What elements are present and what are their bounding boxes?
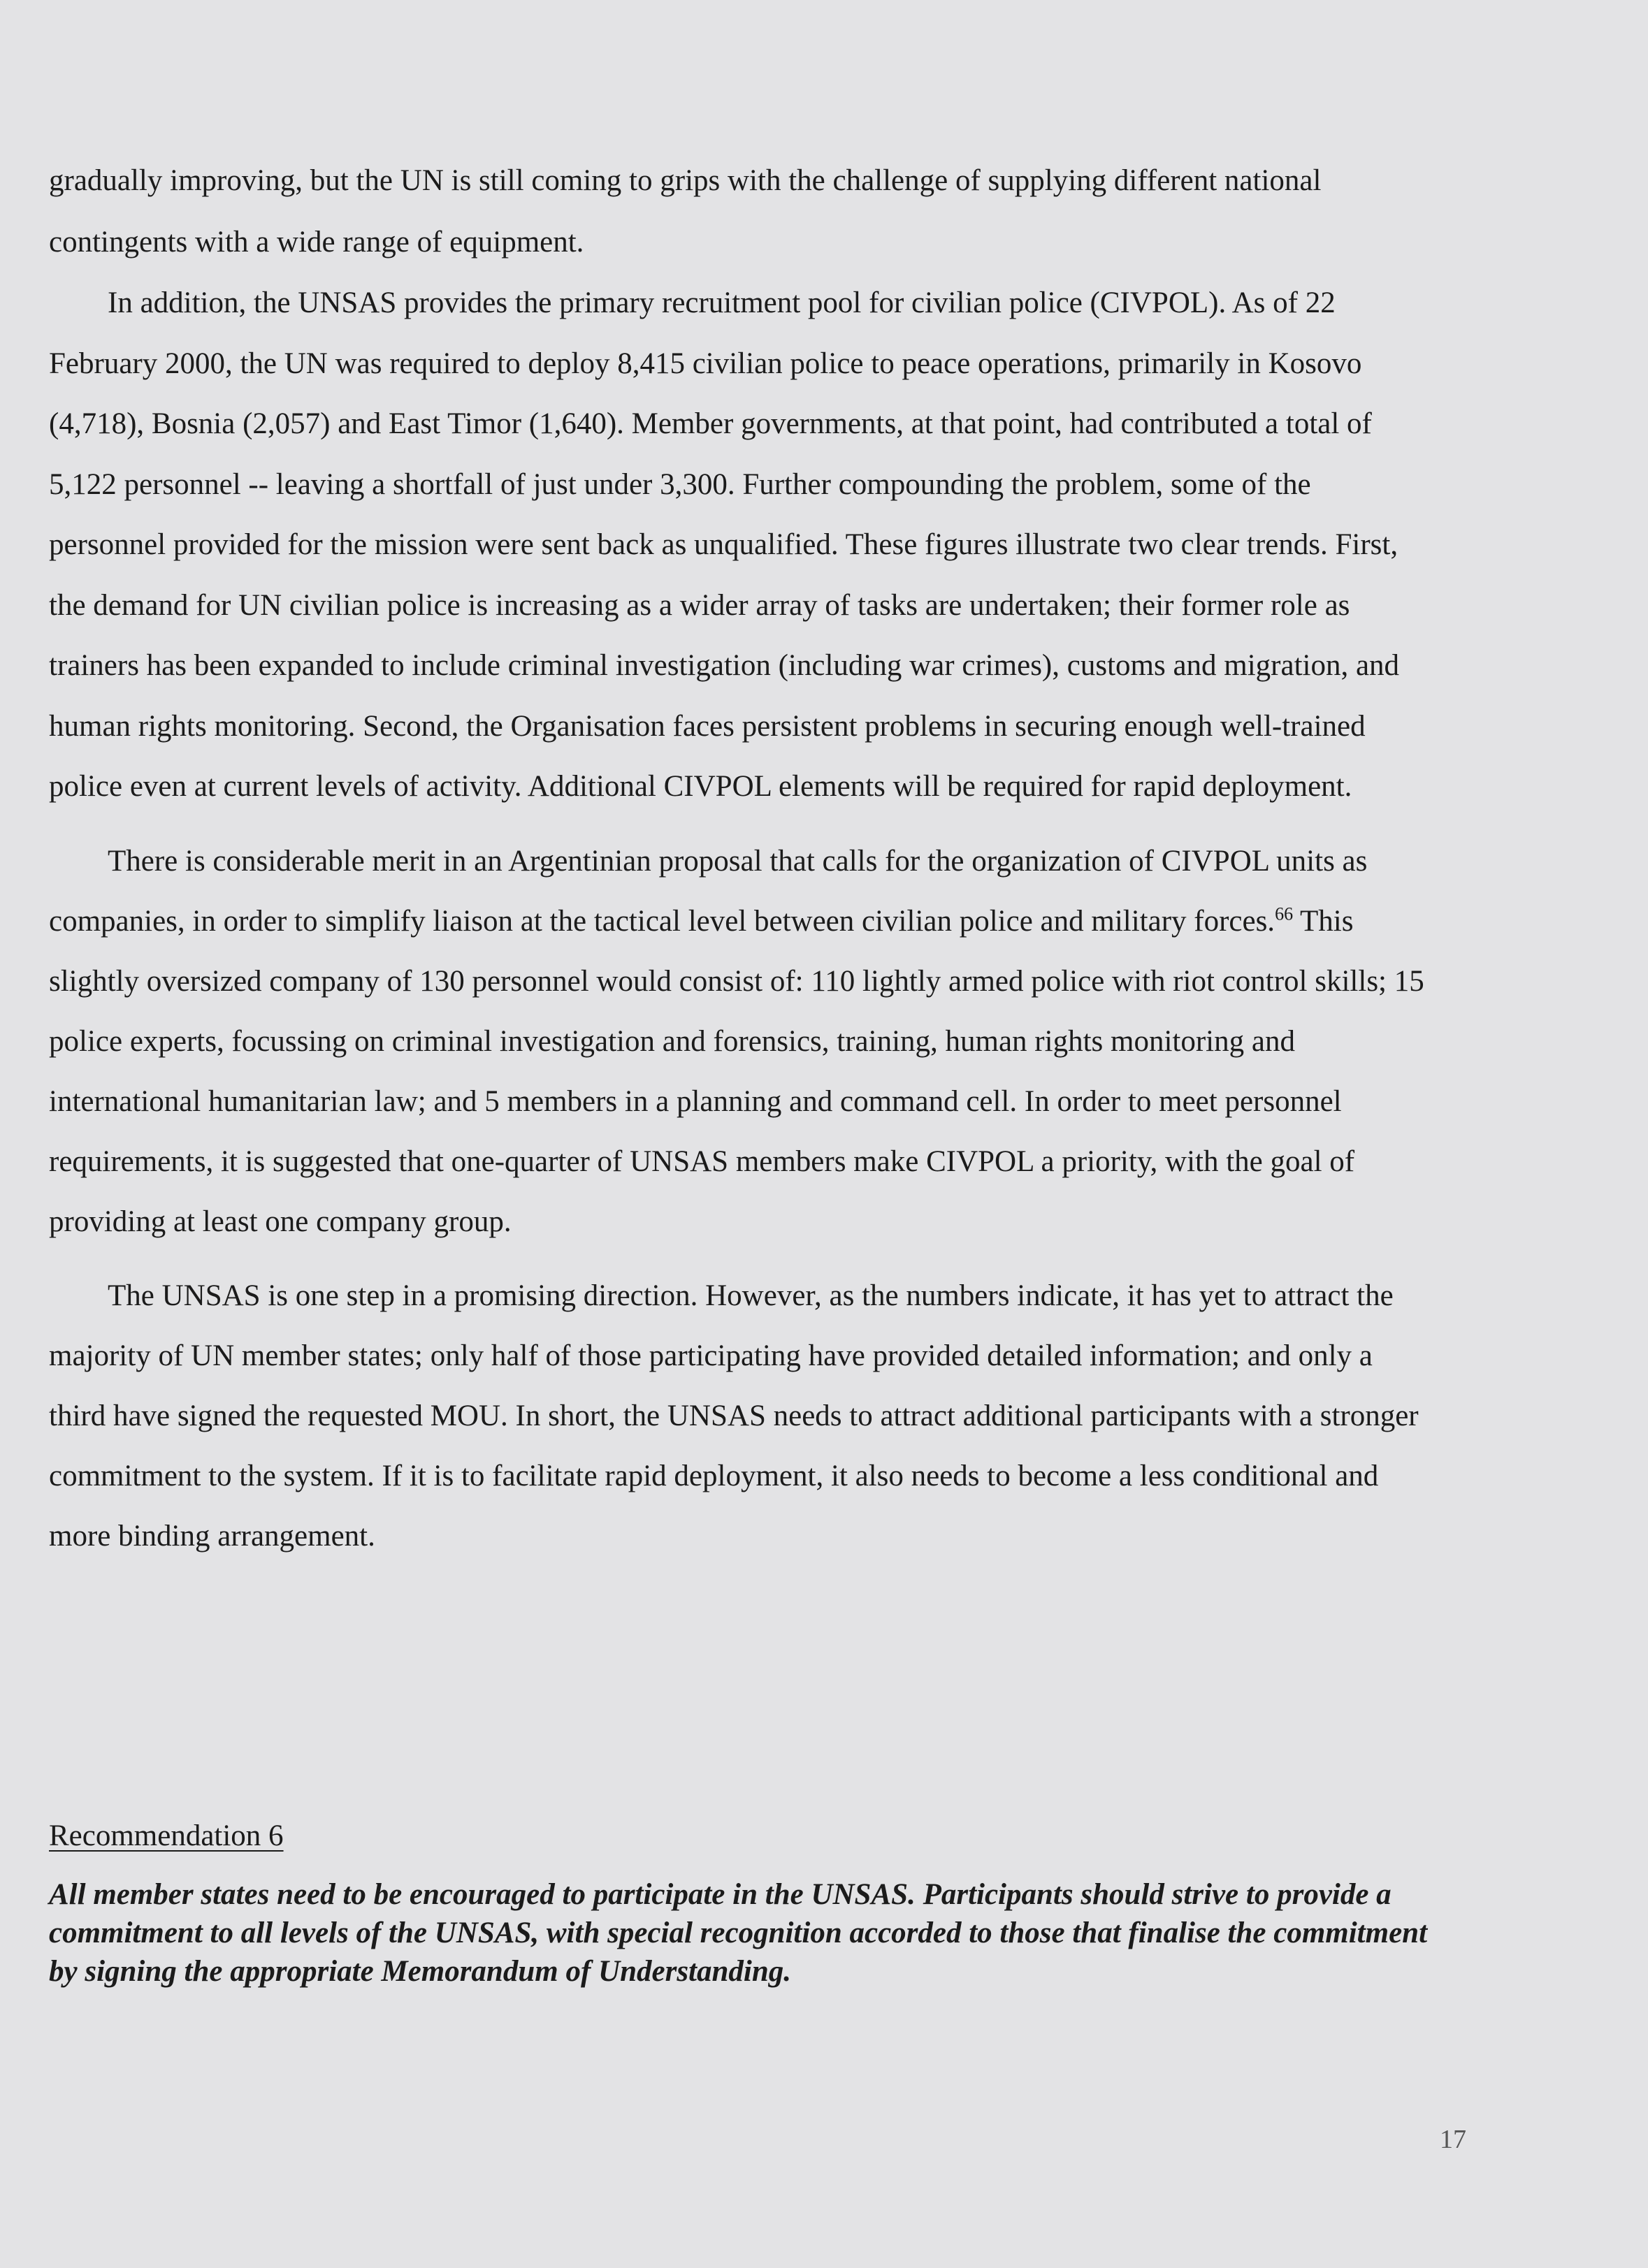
recommendation-heading: Recommendation 6 — [49, 1819, 284, 1852]
paragraph-proposal-end: This slightly oversized company of 130 personnel would consist of: 110 lightly armed police with riot control skills; 15 police experts, focussing on criminal investigation and forensics, training, human rights monitoring and international humanitarian law; and 5 members in a planning and command cell. In order to meet personnel requirements, it is suggested that one-quarter of UNSAS members make CIVPOL a priority, with the goal of providing at least one company group. — [49, 904, 1424, 1238]
body-text — [49, 150, 1433, 1566]
paragraph-proposal-start: There is considerable merit in an Argentinian proposal that calls for the organization of CIVPOL units as companies, in order to simplify liaison at the tactical level between civilian police and military forces. — [49, 844, 1368, 938]
paragraph-continued: gradually improving, but the UN is still coming to grips with the challenge of supplying different national contingents with a wide range of equipment. — [49, 164, 1322, 259]
paragraph-unsas-direction: The UNSAS is one step in a promising direction. However, as the numbers indicate, it has yet to attract the majority of UN member states; only half of those participating have provided detailed information; and only a third have signed the requested MOU. In short, the UNSAS needs to attract additional participants with a stronger commitment to the system. If it is to facilitate rapid deployment, it also needs to become a less conditional and more binding arrangement. — [49, 1279, 1419, 1553]
footnote-reference: 66 — [1275, 903, 1294, 924]
paragraph-argentinian-proposal — [49, 831, 1433, 1252]
page-number: 17 — [1440, 2125, 1466, 2154]
recommendation-text: All member states need to be encouraged to participate in the UNSAS. Participants should strive to provide a commitment to all levels of the UNSAS, with special recognition accorded to those that finalise the commitment by signing the appropriate Memorandum of Understanding. — [49, 1878, 1428, 1988]
paragraph-civpol-recruitment: In addition, the UNSAS provides the primary recruitment pool for civilian police (CIVPOL). As of 22 February 2000, the UN was required to deploy 8,415 civilian police to peace operations, primarily in Kosovo (4,718), Bosnia (2,057) and East Timor (1,640). Member governments, at that point, had contributed a total of 5,122 personnel -- leaving a shortfall of just under 3,300. Further compounding the problem, some of the personnel provided for the mission were sent back as unqualified. These figures illustrate two clear trends. First, the demand for UN civilian police is increasing as a wider array of tasks are undertaken; their former role as trainers has been expanded to include criminal investigation (including war crimes), customs and migration, and human rights monitoring. Second, the Organisation faces persistent problems in securing enough well-trained police even at current levels of activity. Additional CIVPOL elements will be required for rapid deployment. — [49, 286, 1400, 803]
